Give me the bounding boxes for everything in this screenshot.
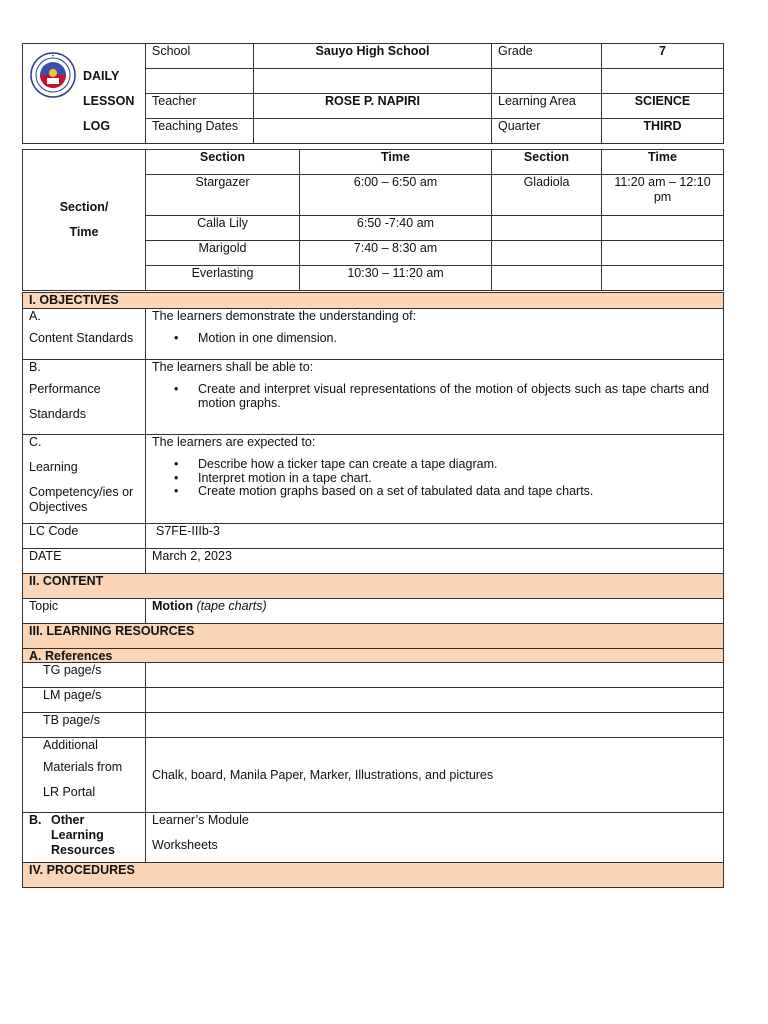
learning-resources-heading: III. LEARNING RESOURCES (23, 624, 724, 649)
topic-label: Topic (23, 599, 146, 624)
list-item: • Create motion graphs based on a set of tabulated data and tape charts. (198, 485, 717, 499)
schedule-time-2 (602, 216, 724, 241)
other-resources-cell (146, 813, 724, 863)
tg-pages-value (146, 663, 724, 688)
schedule-time: 6:00 – 6:50 am (300, 175, 492, 216)
content-standards-list (152, 332, 717, 346)
school-value: Sauyo High School (254, 44, 492, 69)
performance-standards-text-1: Performance (29, 382, 101, 396)
teacher-label: Teacher (146, 94, 254, 119)
learning-competency-list (152, 458, 717, 499)
lm-pages-value (146, 688, 724, 713)
tb-pages-value (146, 713, 724, 738)
topic-value (146, 599, 724, 624)
learning-competency-intro: The learners are expected to: (152, 435, 316, 449)
schedule-section: Everlasting (146, 266, 300, 291)
schedule-time-2 (602, 266, 724, 291)
procedures-heading: IV. PROCEDURES (23, 863, 724, 888)
performance-standards-label (23, 360, 146, 435)
date-label: DATE (23, 549, 146, 574)
section-time-label-line1: Section/ (59, 200, 109, 214)
header-table (22, 43, 724, 144)
grade-label: Grade (492, 44, 602, 69)
schedule-section-2: Gladiola (492, 175, 602, 216)
quarter-value: THIRD (602, 119, 724, 144)
learning-competency-cell (146, 435, 724, 524)
list-item: • Create and interpret visual representations of the motion of objects such as tape charts and motion graphs. (198, 383, 717, 410)
title-word-log: LOG (83, 119, 111, 133)
blank-cell (254, 69, 492, 94)
deped-seal-icon (30, 52, 76, 98)
learning-competency-text-2: Competency/ies or Objectives (29, 485, 134, 514)
topic-bold: Motion (152, 599, 193, 613)
grade-value: 7 (602, 44, 724, 69)
performance-standards-list (152, 383, 717, 410)
schedule-time: 7:40 – 8:30 am (300, 241, 492, 266)
topic-italic: (tape charts) (196, 599, 267, 613)
additional-materials-label (23, 738, 146, 813)
additional-materials-text-2: Materials from (43, 760, 123, 774)
quarter-label: Quarter (492, 119, 602, 144)
schedule-time: 10:30 – 11:20 am (300, 266, 492, 291)
learning-competency-text-1: Learning (29, 460, 78, 474)
col-time-header: Time (300, 150, 492, 175)
content-standards-cell (146, 309, 724, 360)
schedule-section: Stargazer (146, 175, 300, 216)
content-heading: II. CONTENT (23, 574, 724, 599)
learning-area-value: SCIENCE (602, 94, 724, 119)
other-resources-value-1: Learner’s Module (152, 813, 249, 827)
teaching-dates-label: Teaching Dates (146, 119, 254, 144)
content-standards-intro: The learners demonstrate the understanding of: (152, 309, 417, 323)
lc-code-label: LC Code (23, 524, 146, 549)
date-value: March 2, 2023 (146, 549, 724, 574)
tg-pages-label: TG page/s (23, 663, 146, 688)
blank-cell (602, 69, 724, 94)
schedule-section-2 (492, 241, 602, 266)
content-standards-letter: A. (29, 309, 41, 323)
learning-area-label: Learning Area (492, 94, 602, 119)
lesson-content-table (22, 292, 724, 888)
teaching-dates-value (254, 119, 492, 144)
list-item: • Interpret motion in a tape chart. (198, 472, 717, 486)
objectives-heading: I. OBJECTIVES (23, 293, 724, 309)
learning-competency-label (23, 435, 146, 524)
schedule-time-2 (602, 241, 724, 266)
schedule-time-2: 11:20 am – 12:10 pm (602, 175, 724, 216)
list-item: • Describe how a ticker tape can create a tape diagram. (198, 458, 717, 472)
performance-standards-cell (146, 360, 724, 435)
title-word-lesson: LESSON (83, 94, 135, 108)
schedule-section-2 (492, 266, 602, 291)
content-standards-label (23, 309, 146, 360)
schedule-table (22, 149, 724, 291)
col-section-header: Section (146, 150, 300, 175)
other-resources-text-2: Learning (51, 828, 104, 842)
other-resources-heading (29, 813, 139, 858)
content-standards-text: Content Standards (29, 331, 134, 345)
schedule-section: Marigold (146, 241, 300, 266)
other-resources-letter: B. (29, 813, 42, 827)
performance-standards-letter: B. (29, 360, 41, 374)
learning-competency-letter: C. (29, 435, 42, 449)
other-resources-text-1: Other (51, 813, 85, 827)
list-item: • Motion in one dimension. (198, 332, 717, 346)
other-resources-label (23, 813, 146, 863)
other-resources-value-2: Worksheets (152, 838, 218, 852)
logo-cell (23, 44, 146, 144)
col-section-header-2: Section (492, 150, 602, 175)
daily-lesson-log-title (83, 69, 134, 144)
col-time-header-2: Time (602, 150, 724, 175)
title-word-daily: DAILY (83, 69, 120, 83)
performance-standards-text-2: Standards (29, 407, 86, 421)
additional-materials-text-1: Additional (43, 738, 98, 752)
lc-code-value: S7FE-IIIb-3 (146, 524, 724, 549)
performance-standards-intro: The learners shall be able to: (152, 360, 314, 374)
blank-cell (492, 69, 602, 94)
references-heading: A. References (23, 649, 724, 663)
section-time-label (23, 150, 146, 291)
section-time-label-line2: Time (69, 225, 99, 239)
schedule-section-2 (492, 216, 602, 241)
lm-pages-label: LM page/s (23, 688, 146, 713)
tb-pages-label: TB page/s (23, 713, 146, 738)
schedule-section: Calla Lily (146, 216, 300, 241)
additional-materials-value: Chalk, board, Manila Paper, Marker, Illustrations, and pictures (146, 738, 724, 813)
teacher-value: ROSE P. NAPIRI (254, 94, 492, 119)
additional-materials-text-3: LR Portal (43, 785, 96, 799)
schedule-time: 6:50 -7:40 am (300, 216, 492, 241)
other-resources-text-3: Resources (51, 843, 115, 857)
blank-cell (146, 69, 254, 94)
school-label: School (146, 44, 254, 69)
